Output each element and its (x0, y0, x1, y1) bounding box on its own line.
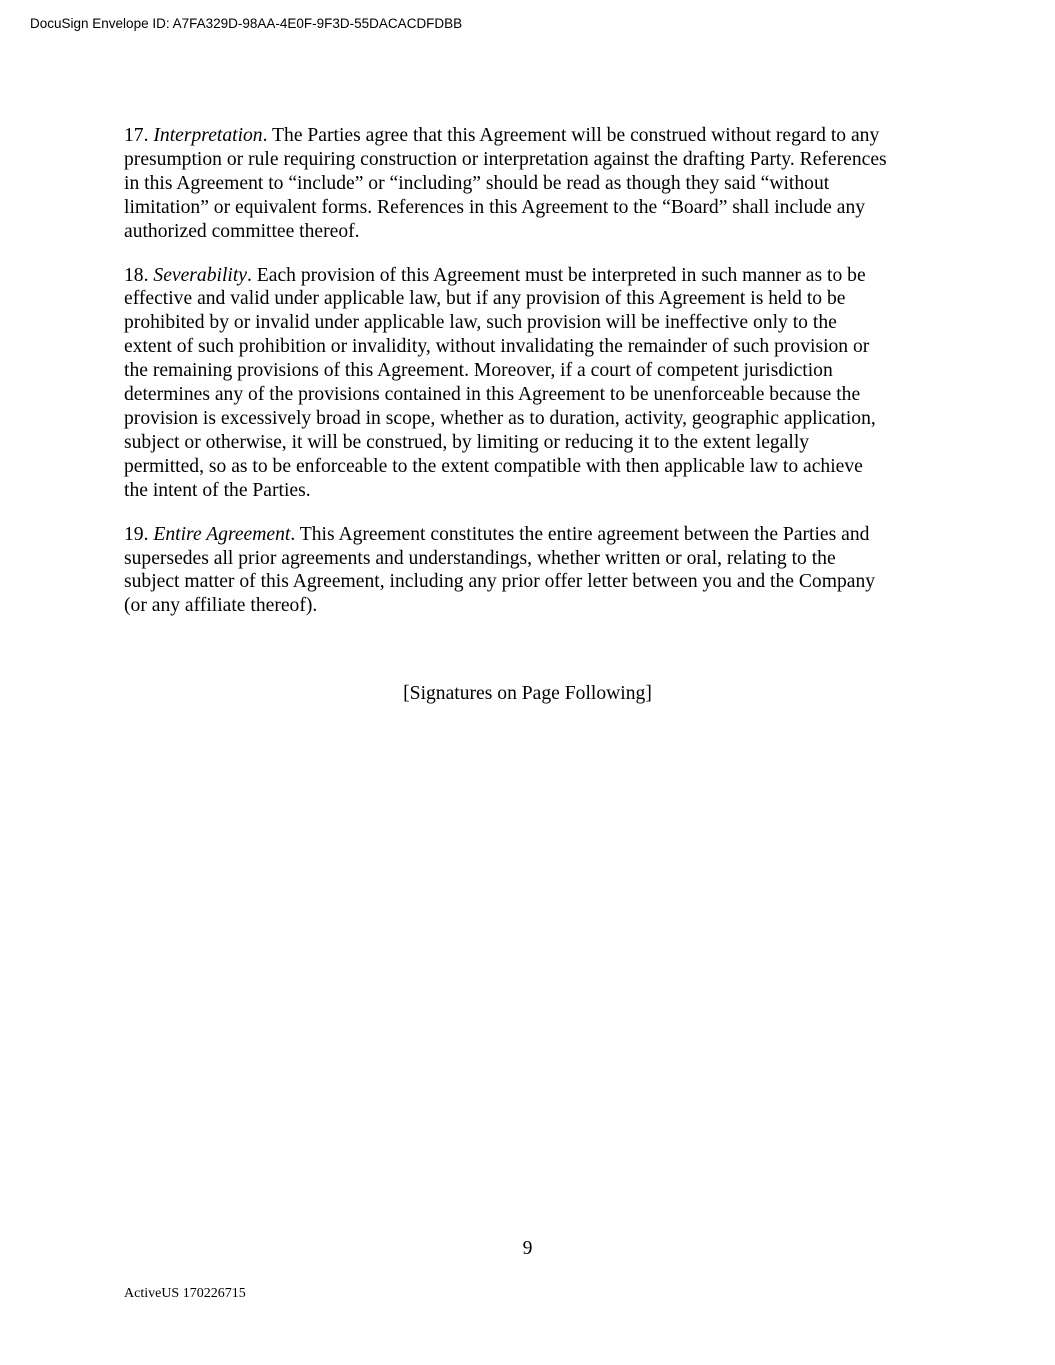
section-line: extent of such prohibition or invalidity, without invalidating the remainder of such provision or (124, 336, 870, 358)
section-line: limitation” or equivalent forms. References in this Agreement to the “Board” shall include any (124, 196, 866, 218)
section-severability (124, 264, 936, 503)
section-title: Entire Agreement (153, 523, 291, 545)
section-title: Interpretation (153, 125, 263, 146)
section-line: prohibited by or invalid under applicable law, such provision will be ineffective only to the (124, 312, 837, 334)
section-line: in this Agreement to “include” or “including” should be read as though they said “without (124, 172, 830, 194)
section-number: 17. (124, 125, 149, 146)
section-line: permitted, so as to be enforceable to the extent compatible with then applicable law to achieve (124, 455, 863, 477)
section-first-line (124, 264, 936, 288)
section-line: . The Parties agree that this Agreement will be construed without regard to any (262, 125, 880, 146)
section-line: (or any affiliate thereof). (124, 595, 318, 617)
section-line: subject matter of this Agreement, including any prior offer letter between you and the Company (124, 571, 876, 593)
page-number: 9 (522, 1238, 533, 1259)
section-entire-agreement (124, 523, 936, 619)
section-line: the remaining provisions of this Agreement. Moreover, if a court of competent jurisdiction (124, 360, 833, 382)
section-line: . Each provision of this Agreement must be interpreted in such manner as to be (246, 264, 866, 286)
section-line: determines any of the provisions contained in this Agreement to be unenforceable because the (124, 384, 861, 406)
section-line: authorized committee thereof. (124, 220, 360, 242)
docusign-envelope-id: DocuSign Envelope ID: A7FA329D-98AA-4E0F-9F3D-55DACACDFDBB (30, 16, 463, 31)
section-title: Severability (153, 264, 247, 286)
document-body (124, 124, 936, 638)
signatures-note: [Signatures on Page Following] (403, 683, 652, 704)
section-line: provision is excessively broad in scope, whether as to duration, activity, geographic application, (124, 407, 876, 429)
section-line: subject or otherwise, it will be construed, by limiting or reducing it to the extent legally (124, 431, 810, 453)
section-interpretation (124, 124, 936, 244)
section-number: 19. (124, 523, 149, 545)
section-number: 18. (124, 264, 149, 286)
section-line: the intent of the Parties. (124, 479, 311, 501)
section-first-line (124, 523, 936, 547)
section-line: presumption or rule requiring construction or interpretation against the drafting Party. References (124, 148, 887, 170)
section-first-line (124, 124, 936, 148)
section-line: supersedes all prior agreements and understandings, whether written or oral, relating to the (124, 547, 836, 569)
footer-document-id: ActiveUS 170226715 (124, 1286, 246, 1301)
section-line: effective and valid under applicable law, but if any provision of this Agreement is held to be (124, 288, 846, 310)
section-line: . This Agreement constitutes the entire agreement between the Parties and (290, 523, 870, 545)
